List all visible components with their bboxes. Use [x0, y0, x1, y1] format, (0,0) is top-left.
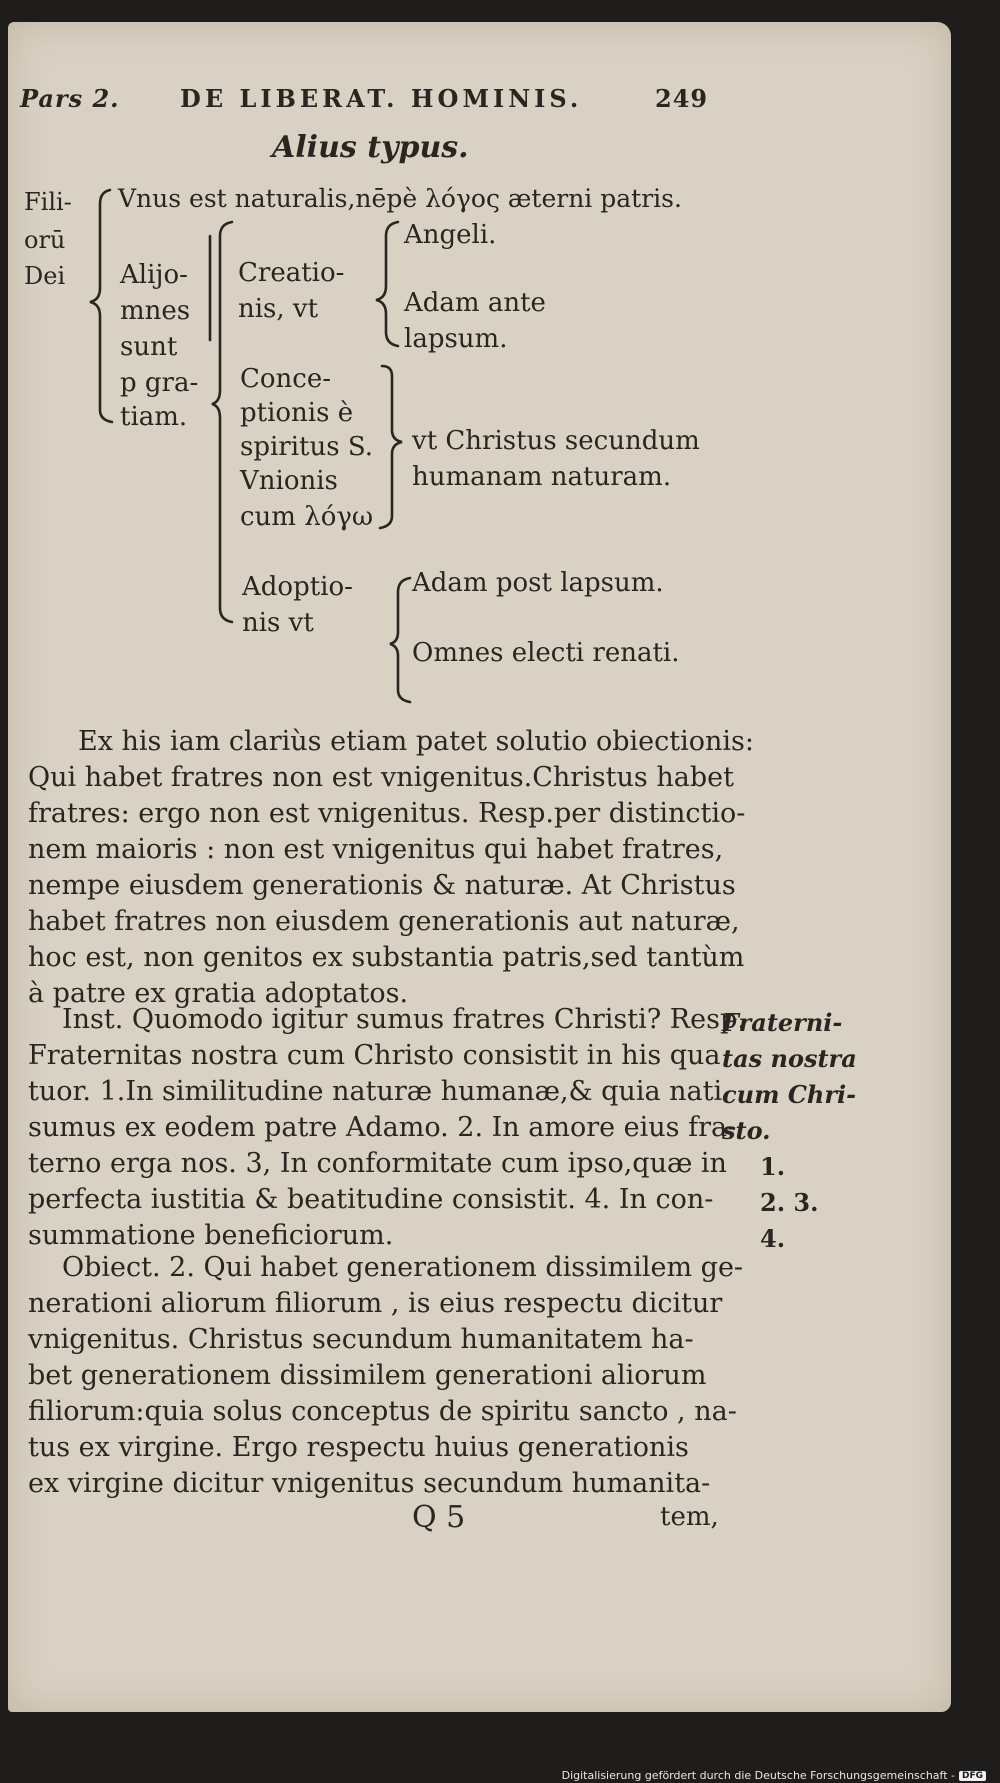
diagram-root-1: Fili-: [24, 188, 72, 216]
margin-number-2: 2. 3.: [760, 1188, 819, 1217]
diagram-alii-3: sunt: [120, 332, 178, 362]
footer-text: Digitalisierung gefördert durch die Deutsche Forschungsgemeinschaft -: [561, 1769, 955, 1782]
diagram-concep-ex-2: humanam naturam.: [412, 462, 672, 492]
body-line-7: hoc est, non genitos ex substantia patris,sed tantùm: [28, 942, 745, 973]
diagram-concep-4: Vnionis: [240, 466, 338, 496]
body-line-5: nempe eiusdem generationis & naturæ. At Christus: [28, 870, 736, 901]
body-line-2: Qui habet fratres non est vnigenitus.Christus habet: [28, 762, 734, 793]
diagram-first: Vnus est naturalis,nēpè λόγος æterni patris.: [118, 184, 682, 213]
diagram-adoptio-1: Adoptio-: [242, 572, 353, 602]
dfg-logo-icon: DFG: [959, 1771, 986, 1781]
diagram-alii-1: Alijo-: [120, 260, 188, 290]
body-line-19: bet generationem dissimilem generationi aliorum: [28, 1360, 707, 1391]
diagram-adoptio-2: nis vt: [242, 608, 314, 638]
margin-note-3: cum Chri-: [722, 1080, 857, 1109]
body-line-16: Obiect. 2. Qui habet generationem dissimilem ge-: [62, 1252, 744, 1283]
diagram-root-3: Dei: [24, 262, 66, 290]
body-line-21: tus ex virgine. Ergo respectu huius generationis: [28, 1432, 689, 1463]
body-line-18: vnigenitus. Christus secundum humanitatem ha-: [28, 1324, 694, 1355]
body-line-17: nerationi aliorum filiorum , is eius respectu dicitur: [28, 1288, 723, 1319]
margin-number-1: 1.: [760, 1152, 786, 1181]
diagram-creatio-1: Creatio-: [238, 258, 345, 288]
table-title: Alius typus.: [272, 130, 469, 165]
diagram-concep-ex-1: vt Christus secundum: [412, 426, 700, 456]
diagram-alii-4: p gra-: [120, 368, 199, 398]
body-line-15: summatione beneficiorum.: [28, 1220, 394, 1251]
diagram-creatio-ex-3: lapsum.: [404, 324, 508, 354]
digitization-footer: [562, 1768, 986, 1783]
body-line-22: ex virgine dicitur vnigenitus secundum humanita-: [28, 1468, 711, 1499]
signature-mark: Q 5: [412, 1500, 466, 1535]
page-number: 249: [655, 84, 709, 113]
header-part: Pars 2.: [20, 84, 120, 113]
header-title: DE LIBERAT. HOMINIS.: [180, 84, 583, 113]
body-line-12: sumus ex eodem patre Adamo. 2. In amore eius fra-: [28, 1112, 737, 1143]
margin-number-3: 4.: [760, 1224, 786, 1253]
diagram-root-2: orū: [24, 226, 66, 254]
body-line-6: habet fratres non eiusdem generationis aut naturæ,: [28, 906, 740, 937]
diagram-adoptio-ex-2: Omnes electi renati.: [412, 638, 680, 668]
diagram-alii-2: mnes: [120, 296, 191, 326]
diagram-concep-1: Conce-: [240, 364, 332, 394]
diagram-concep-3: spiritus S.: [240, 432, 373, 462]
body-line-11: tuor. 1.In similitudine naturæ humanæ,& quia nati: [28, 1076, 723, 1107]
diagram-adoptio-ex-1: Adam post lapsum.: [412, 568, 664, 598]
body-line-10: Fraternitas nostra cum Christo consistit in his qua: [28, 1040, 721, 1071]
body-line-9: Inst. Quomodo igitur sumus fratres Christi? Resp.: [62, 1004, 746, 1035]
diagram-concep-2: ptionis è: [240, 398, 354, 428]
diagram-concep-5: cum λόγω: [240, 502, 374, 532]
diagram-creatio-2: nis, vt: [238, 294, 319, 324]
margin-note-2: tas nostra: [722, 1044, 857, 1073]
margin-note-4: sto.: [722, 1116, 771, 1145]
diagram-creatio-ex-2: Adam ante: [404, 288, 546, 318]
catchword: tem,: [660, 1502, 719, 1532]
body-line-1: Ex his iam clariùs etiam patet solutio obiectionis:: [78, 726, 754, 757]
body-line-8: à patre ex gratia adoptatos.: [28, 978, 409, 1009]
body-line-4: nem maioris : non est vnigenitus qui habet fratres,: [28, 834, 724, 865]
diagram-creatio-ex-1: Angeli.: [404, 220, 497, 250]
diagram-alii-5: tiam.: [120, 402, 188, 432]
body-line-20: filiorum:quia solus conceptus de spiritu sancto , na-: [28, 1396, 737, 1427]
body-line-3: fratres: ergo non est vnigenitus. Resp.per distinctio-: [28, 798, 746, 829]
body-line-13: terno erga nos. 3, In conformitate cum ipso,quæ in: [28, 1148, 727, 1179]
margin-note-1: Fraterni-: [722, 1008, 843, 1037]
body-line-14: perfecta iustitia & beatitudine consistit. 4. In con-: [28, 1184, 714, 1215]
